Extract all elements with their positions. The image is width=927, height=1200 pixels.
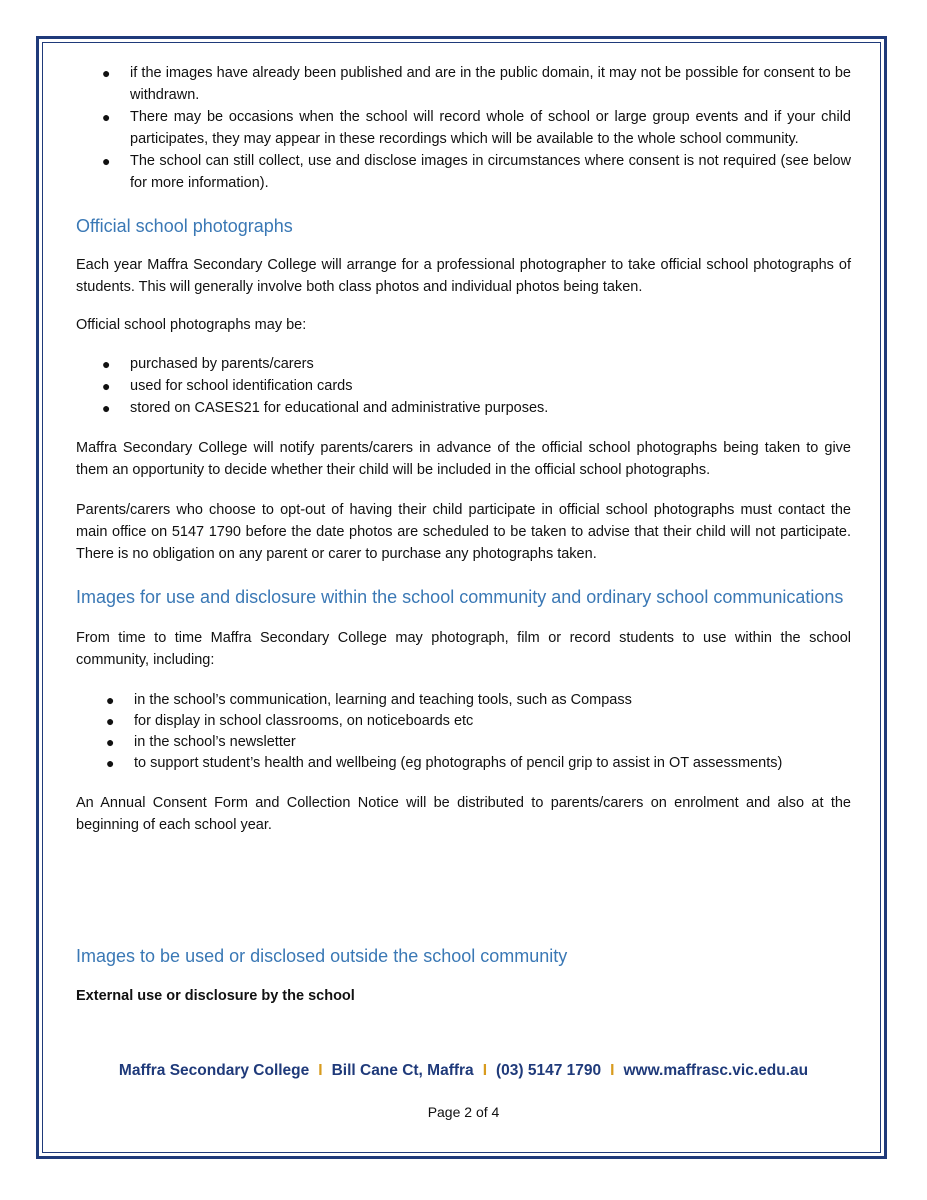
footer-phone: (03) 5147 1790 [496,1062,602,1079]
bullet-icon: ● [106,755,115,771]
footer-website: www.maffrasc.vic.edu.au [623,1062,809,1079]
paragraph: Official school photographs may be: [76,317,307,333]
section-heading-official-photographs: Official school photographs [76,216,293,236]
footer-separator: I [318,1062,323,1079]
section-heading-school-community-images: Images for use and disclosure within the school community and ordinary school communications [76,587,844,607]
bullet-icon: ● [106,713,115,729]
footer-separator: I [482,1062,487,1079]
paragraph: Each year Maffra Secondary College will arrange for a professional photographer to take official school photographs of students. This will generally involve both class photos and individual photos being taken. [76,257,851,295]
official-photographs-bullet-list [76,353,851,419]
intro-bullet-list [76,62,851,194]
list-item: ● purchased by parents/carers [76,353,851,375]
list-item: ● in the school’s communication, learning and teaching tools, such as Compass [76,690,851,711]
bullet-icon: ● [102,400,111,416]
bullet-icon: ● [102,109,111,125]
paragraph: From time to time Maffra Secondary College may photograph, film or record students to use within the school community, including: [76,630,851,668]
paragraph: Maffra Secondary College will notify parents/carers in advance of the official school photographs being taken to give them an opportunity to decide whether their child will be included in the official school photographs. [76,440,851,478]
paragraph: Parents/carers who choose to opt-out of having their child participate in official school photographs must contact the main office on 5147 1790 before the date photos are scheduled to be taken to advise that their child will not participate. There is no obligation on any parent or carer to purchase any photographs taken. [76,502,851,562]
bullet-icon: ● [102,378,111,394]
list-item: ● used for school identification cards [76,375,851,397]
page-number: Page 2 of 4 [427,1104,500,1120]
subheading-external-use: External use or disclosure by the school [76,988,355,1004]
list-item: ● in the school’s newsletter [76,732,851,753]
list-item: ● The school can still collect, use and disclose images in circumstances where consent is not required (see below for more information). [76,150,851,194]
footer-address: Bill Cane Ct, Maffra [331,1062,474,1079]
bullet-icon: ● [106,734,115,750]
school-community-bullet-list [76,690,851,774]
footer-separator: I [610,1062,615,1079]
bullet-icon: ● [102,356,111,372]
list-item: ● There may be occasions when the school will record whole of school or large group events and if your child participates, they may appear in these recordings which will be available to the whole school community. [76,106,851,150]
footer-contact-line [0,1062,927,1080]
document-body [76,62,851,1007]
footer-school-name: Maffra Secondary College [118,1062,310,1079]
list-item: ● for display in school classrooms, on noticeboards etc [76,711,851,732]
bullet-icon: ● [102,65,111,81]
paragraph: An Annual Consent Form and Collection Notice will be distributed to parents/carers on enrolment and also at the beginning of each school year. [76,795,851,833]
section-heading-outside-community-images: Images to be used or disclosed outside the school community [76,946,568,966]
list-item: ● stored on CASES21 for educational and administrative purposes. [76,397,851,419]
bullet-icon: ● [102,153,111,169]
list-item: ● if the images have already been published and are in the public domain, it may not be possible for consent to be withdrawn. [76,62,851,106]
list-item: ● to support student’s health and wellbeing (eg photographs of pencil grip to assist in OT assessments) [76,753,851,774]
bullet-icon: ● [106,692,115,708]
